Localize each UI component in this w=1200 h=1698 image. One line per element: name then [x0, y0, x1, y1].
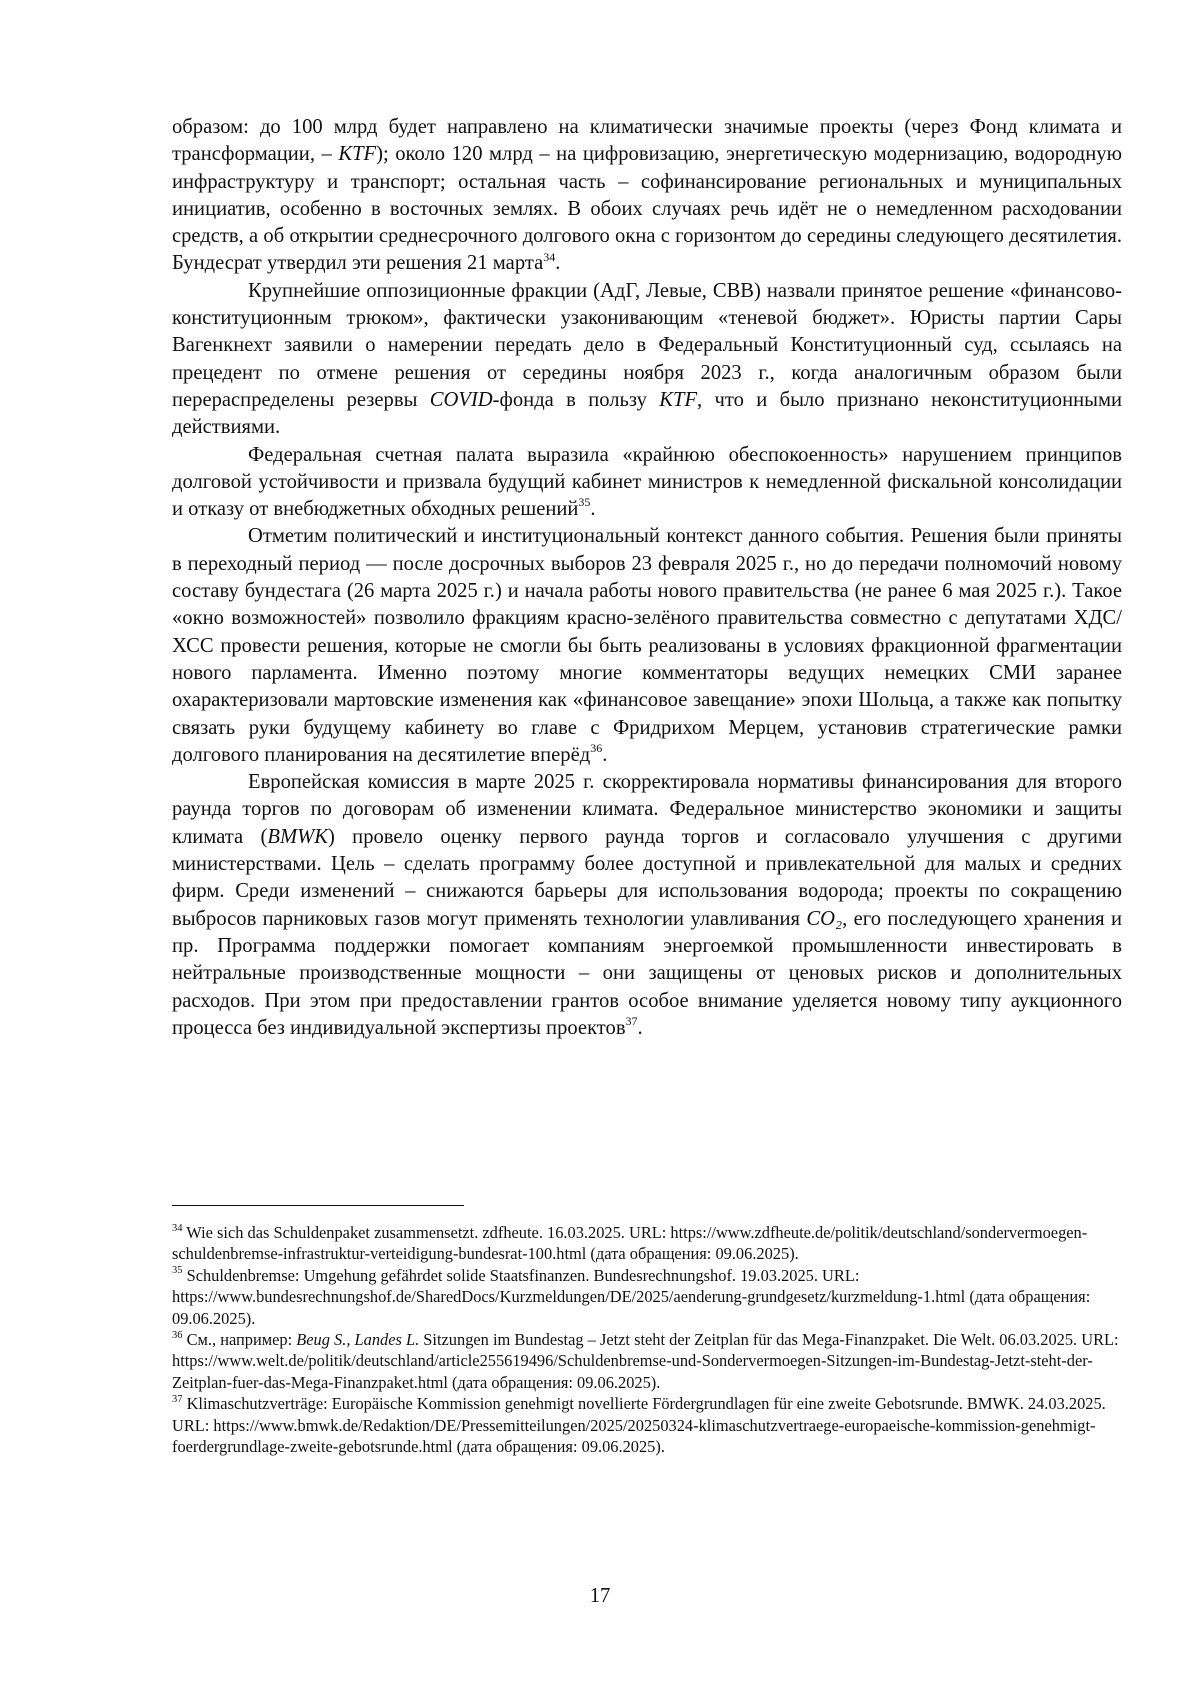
covid-italic: COVID: [429, 388, 493, 411]
paragraph-5-text-c: , его последующего хранения и пр. Программа поддержки помогает компаниям энергоемкой промышленности инвестировать в нейтральные производственные мощности – они защищены от ценовых рисков и дополнительных расходов. При этом при предоставлении грантов особое внимание уделяется новому типу аукционного процесса без индивидуальной экспертизы проектов: [172, 907, 1122, 1039]
paragraph-2-text-b: -фонда в пользу: [492, 388, 660, 411]
footnote-34-text: Wie sich das Schuldenpaket zusammensetzt. zdfheute. 16.03.2025. URL: https://www.zdfheute.de/politik/deutschland/sondervermoegen-schuldenbremse-infrastruktur-verteidigung-bundesrat-100.html (дата обращения: 09.06.2025).: [172, 1223, 1088, 1264]
paragraph-3: [172, 442, 1122, 524]
page-number: 17: [589, 1585, 611, 1607]
paragraph-5-end: .: [637, 1016, 643, 1039]
footnote-36-prefix: См., например:: [182, 1330, 297, 1350]
paragraph-2-text: Крупнейшие оппозиционные фракции (АдГ, Левые, СВВ) назвали принятое решение «финансово-конституционным трюком», фактически узаконивающим «теневой бюджет». Юристы партии Сары Вагенкнехт заявили о намерении передать дело в Федеральный Конституционный суд, ссылаясь на прецедент по отмене решения от середины ноября 2023 г., когда аналогичным образом были перераспределены резервы: [172, 279, 1122, 411]
paragraph-3-text: Федеральная счетная палата выразила «крайнюю обеспокоенность» нарушением принципов долговой устойчивости и призвала будущий кабинет министров к немедленной фискальной консолидации и отказу от внебюджетных обходных решений: [172, 443, 1122, 521]
paragraph-1-text-b: ); около 120 млрд – на цифровизацию, энергетическую модернизацию, водородную инфраструктуру и транспорт; остальная часть – софинансирование региональных и муниципальных инициатив, особенно в восточных землях. В обоих случаях речь идёт не о немедленном расходовании средств, а об открытии среднесрочного долгового окна с горизонтом до середины следующего десятилетия. Бундесрат утвердил эти решения 21 марта: [172, 143, 1122, 275]
footnote-ref-35[interactable]: 35: [578, 495, 591, 510]
footnote-36-text: Sitzungen im Bundestag – Jetzt steht der Zeitplan für das Mega-Finanzpaket. Die Welt. 06.03.2025. URL: https://www.welt.de/politik/deutschland/article255619496/Schuldenbremse-und-Sondervermoegen-Sitzungen-im-Bundestag-Jetzt-steht-der-Zeitplan-fuer-das-Mega-Finanzpaket.html (дата обращения: 09.06.2025).: [172, 1330, 1119, 1392]
footnote-ref-36[interactable]: 36: [590, 740, 603, 755]
footnote-37: [172, 1393, 1122, 1457]
paragraph-3-end: .: [590, 498, 596, 521]
paragraph-4-text: Отметим политический и институциональный контекст данного события. Решения были приняты в переходный период — после досрочных выборов 23 февраля 2025 г., но до передачи полномочий новому составу бундестага (26 марта 2025 г.) и начала работы нового правительства (не ранее 6 мая 2025 г.). Такое «окно возможностей» позволило фракциям красно-зелёного правительства совместно с депутатами ХДС/ХСС провести решения, которые не смогли бы быть реализованы в условиях фракционной фрагментации нового парламента. Именно поэтому многие комментаторы ведущих немецких СМИ заранее охарактеризовали мартовские изменения как «финансовое завещание» эпохи Шольца, а также как попытку связать руки будущему кабинету во главе с Фридрихом Мерцем, установив стратегические рамки долгового планирования на десятилетие вперёд: [172, 525, 1122, 766]
paragraph-4: [172, 523, 1122, 769]
footnote-36-authors: Beug S., Landes L.: [296, 1330, 420, 1350]
footnote-ref-34[interactable]: 34: [543, 249, 556, 264]
paragraph-2: [172, 278, 1122, 442]
bmwk-italic: BMWK: [267, 825, 328, 848]
paragraph-5: [172, 769, 1122, 1042]
ktf-italic-2: KTF: [659, 388, 698, 411]
footnote-35-text: Schuldenbremse: Umgehung gefährdet solide Staatsfinanzen. Bundesrechnungshof. 19.03.2025. URL: https://www.bundesrechnungshof.de/SharedDocs/Kurzmeldungen/DE/2025/aenderung-grundgesetz/kurzmeldung-1.html (дата обращения: 09.06.2025).: [172, 1265, 1091, 1328]
paragraph-1: [172, 114, 1122, 278]
footnote-34: [172, 1222, 1122, 1265]
footnote-separator: [172, 1205, 464, 1206]
co2-italic: CO₂: [806, 907, 843, 930]
footnote-36-number: 36: [172, 1329, 183, 1341]
ktf-italic: KTF: [338, 143, 377, 166]
footnotes: [172, 1222, 1122, 1457]
paragraph-1-end: .: [555, 252, 561, 275]
paragraph-2-end: , что и было признано неконституционными действиями.: [172, 388, 1123, 439]
footnote-35-number: 35: [172, 1265, 183, 1277]
paragraph-4-end: .: [602, 743, 608, 766]
footnote-36: [172, 1329, 1122, 1393]
footnote-34-number: 34: [172, 1222, 183, 1234]
paragraph-1-text: образом: до 100 млрд будет направлено на климатически значимые проекты (через Фонд климата и трансформации, –: [172, 116, 1122, 166]
footnote-37-text: Klimaschutzverträge: Europäische Kommission genehmigt novellierte Fördergrundlagen für eine zweite Gebotsrunde. BMWK. 24.03.2025. URL: https://www.bmwk.de/Redaktion/DE/Pressemitteilungen/2025/20250324-klimaschutzvertraege-europaeische-kommission-genehmigt-foerdergrundlage-zweite-gebotsrunde.html (дата обращения: 09.06.2025).: [172, 1394, 1106, 1457]
paragraph-5-text-b: ) провело оценку первого раунда торгов и согласовало улучшения с другими министерствами. Цель – сделать программу более доступной и привлекательной для малых и средних фирм. Среди изменений – снижаются барьеры для использования водорода; проекты по сокращению выбросов парниковых газов могут применять технологии улавливания: [172, 825, 1122, 930]
footnote-ref-37[interactable]: 37: [625, 1013, 638, 1028]
footnote-37-number: 37: [172, 1393, 183, 1405]
footnote-35: [172, 1265, 1122, 1329]
paragraph-5-text: Европейская комиссия в марте 2025 г. скорректировала нормативы финансирования для второго раунда торгов по договорам об изменении климата. Федеральное министерство экономики и защиты климата (: [172, 771, 1122, 848]
body-text: [172, 114, 1122, 1042]
